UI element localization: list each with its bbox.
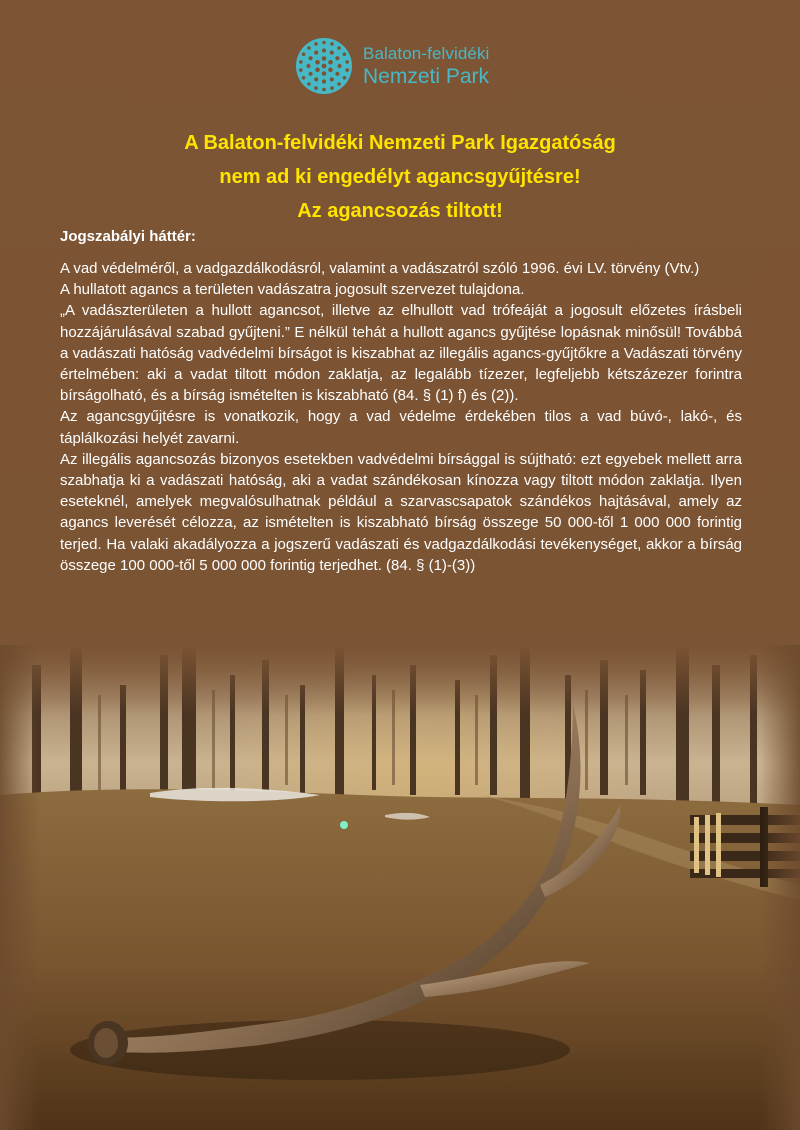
headline (0, 126, 800, 228)
legal-paragraph: Az illegális agancsozás bizonyos esetekben vadvédelmi bírsággal is sújtható: ezt egyebek mellett arra szabhatja ki a vadászati hatóság, aki a vadat szándékosan kínozza vagy tiltott módon zaklatja. Ilyen eseteknél, amelyek megvalósulhatnak például a szarvascsapatok szándékos hajtásával, amely az agancs leverését célozza, az ismételten is kiszabható bírság összege 50 000-től 1 000 000 forintig terjed. Ha valaki akadályozza a jogszerű vadászati és vadgazdálkodási tevékenységet, akkor a bírság összege 100 000-től 5 000 000 forintig terjedhet. (84. § (1)-(3)) (60, 450, 742, 574)
legal-paragraph: „A vadászterületen a hullott agancsot, illetve az elhullott vad trófeáját a jogosult előzetes írásbeli hozzájárulásával szabad gyűjteni.” E nélkül tehát a hullott agancs gyűjtése lopásnak minősül! Továbbá a vadászati hatóság vadvédelmi bírságot is kiszabhat az illegális agancs-gyűjtőkre a Vadászati törvény értelmében: aki a vadat tiltott módon zaklatja, az legalább tízezer, legfeljebb kétszázezer forintra bírságolható, és a bírság ismételten is kiszabható (84. § (1) f) és (2)). (60, 302, 742, 405)
headline-line-3: Az agancsozás tiltott! (297, 200, 503, 222)
logo-line-1: Balaton-felvidéki (363, 44, 490, 63)
headline-line-1: A Balaton-felvidéki Nemzeti Park Igazgatóság (184, 132, 616, 154)
dotted-circle-icon (295, 37, 353, 95)
forest-scene (0, 645, 800, 1130)
legal-paragraph: A vad védelméről, a vadgazdálkodásról, valamint a vadászatról szóló 1996. évi LV. törvény (Vtv.) (60, 260, 700, 277)
legal-paragraph: Az agancsgyűjtésre is vonatkozik, hogy a vad védelme érdekében tilos a vad búvó-, lakó-, és táplálkozási helyét zavarni. (60, 408, 742, 447)
legal-paragraph: A hullatott agancs a területen vadászatra jogosult szervezet tulajdona. (60, 281, 525, 299)
logo-wordmark (363, 45, 489, 87)
park-logo (295, 35, 489, 97)
legal-text (60, 258, 742, 576)
logo-line-2: Nemzeti Park (363, 65, 490, 88)
forest-antler-photo (0, 645, 800, 1130)
legal-heading: Jogszabályi háttér: (60, 228, 196, 245)
headline-line-2: nem ad ki engedélyt agancsgyűjtésre! (219, 166, 581, 188)
